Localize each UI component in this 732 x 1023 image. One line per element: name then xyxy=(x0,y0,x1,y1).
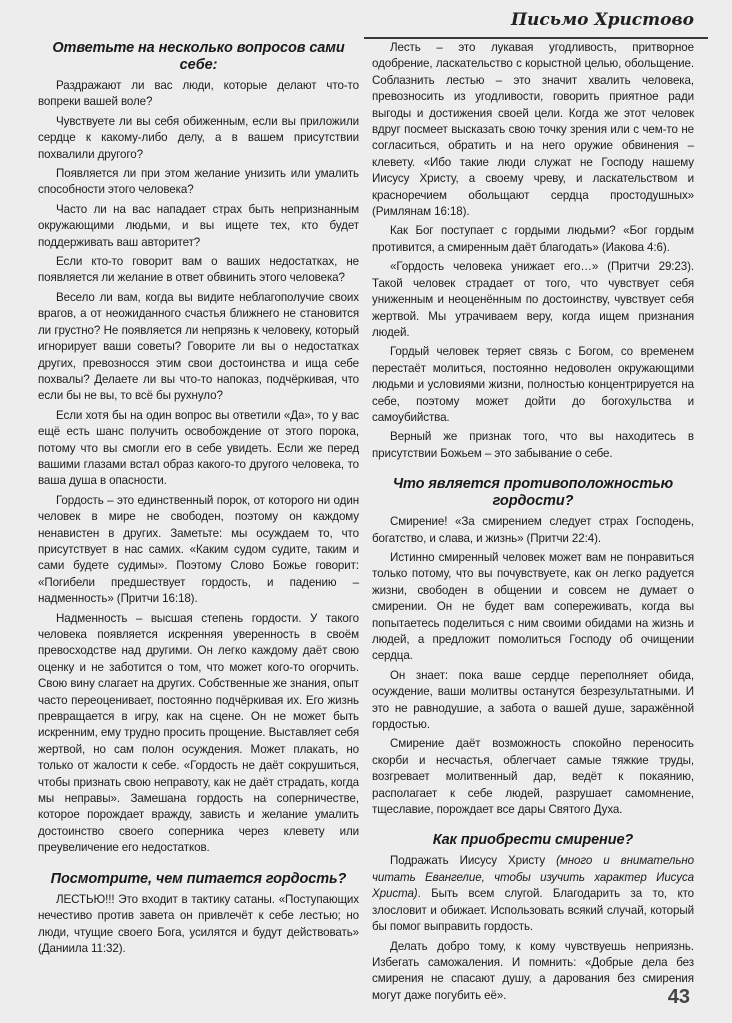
paragraph: Весело ли вам, когда вы видите неблагополучие своих врагов, а от неожиданного счастья ближнего не становится ли грустно? Не появляется ли непрязнь к человеку, который игнорирует ваши советы? Говорите ли вы о недостатках других, превозносся этим свои достоинства и ища себе похвалы? Делаете ли вы что-то напоказ, подчёркивая, что если бы не вы, то всё бы рухнуло? xyxy=(38,290,359,403)
paragraph: Гордость – это единственный порок, от которого ни один человек в мире не свободен, поэтому он каждому ненавистен в других. Заметьте: мы осуждаем то, что присутствует в нас самих. «Каким судом судите, таким и сами будете судимы». Поэтому Слово Божье говорит: «Погибели предшествует гордость, и падению – надменность» (Притчи 16:18). xyxy=(38,493,359,606)
text-run: Подражать Иисусу Христу xyxy=(390,854,557,868)
paragraph: Раздражают ли вас люди, которые делают что-то вопреки вашей воле? xyxy=(38,79,359,109)
paragraph: Делать добро тому, к кому чувствуешь неприязнь. Избегать саможаления. И помнить: «Добрые дела без смирения не спасают душу, а дарования без смирения могут даже погубить её». xyxy=(372,939,694,1002)
paragraph: Лесть – это лукавая угодливость, притворное одобрение, ласкательство с корыстной целью, обольщение. Соблазнить лестью – это значит хвалить человека, превозносить из угодливости, говорить приятное ради выгоды и достижения своей цели. Когда же этот человек вдруг посмеет высказать свою точку зрения или с чем-то не согласиться, обратить и на него оружие обвинения – клевету. «Ибо такие люди служат не Господу нашему Иисусу Христу, а своему чреву, и ласкательством и красноречием обольщают сердца простодушных» (Римлянам 16:18). xyxy=(372,41,694,219)
paragraph: ЛЕСТЬЮ!!! Это входит в тактику сатаны. «Поступающих нечестиво против завета он привлечёт к себе лестью; но люди, чтущие своего Бога, усилятся и будут действовать» (Даниила 11:32). xyxy=(38,892,359,955)
paragraph: Смирение! «За смирением следует страх Господень, богатство, и слава, и жизнь» (Притчи 22:4). xyxy=(372,515,694,545)
right-column xyxy=(372,40,694,1007)
paragraph: Он знает: пока ваше сердце переполняет обида, осуждение, ваши молитвы останутся безрезультатными. И это не равнодушие, а забота о вашей душе, заражённой гордостью. xyxy=(372,668,694,732)
paragraph: Истинно смиренный человек может вам не понравиться только потому, что вы почувствуете, как он легко радуется жизни, свободен в общении и совсем не думает о смирении. Он не будет вам сопереживать, когда вы попытаетесь поделиться с ним своими обидами на жизнь и людей, а предложит помолиться Господу об очищении сердца. xyxy=(372,550,694,663)
running-header: Письмо Христово xyxy=(510,10,694,30)
italic-text-run: (много и внимательно читать Евангелие, чтобы изучить характер Иисуса Христа) xyxy=(372,854,694,901)
paragraph: Как Бог поступает с гордыми людьми? «Бог гордым противится, а смиренным даёт благодать» (Иакова 4:6). xyxy=(372,224,694,254)
heading-opposite-of-pride: Что является противоположностью гордости? xyxy=(392,476,674,510)
paragraph xyxy=(372,853,694,935)
heading-acquire-humility: Как приобрести смирение? xyxy=(432,832,634,849)
heading-questions: Ответьте на несколько вопросов сами себе: xyxy=(52,40,345,73)
text-run: . Быть всем слугой. Благодарить за то, кто злословит и обижает. Использовать всякий случай, который бы помог выправить гордость. xyxy=(372,887,694,934)
paragraph: Верный же признак того, что вы находитесь в присутствии Божьем – это забывание о себе. xyxy=(372,430,694,460)
header-rule xyxy=(364,37,708,39)
page-number: 43 xyxy=(667,986,690,1008)
paragraph: Надменность – высшая степень гордости. У такого человека появляется искренняя уверенность в своём превосходстве над другими. Он легко каждому даёт свою оценку и не заботится о том, что может кого-то огорчить. Свою вину слагает на других. Собственные же знания, опыт часто переоценивает, постоянно подчёркивая их. Его жизнь превращается в игру, как на сцене. Он не может быть искренним, ему трудно просить прощение. Выставляет себя жертвой, но сам полон осуждения. Может плакать, но только от жалости к себе. «Гордость не даёт сокрушиться, чтобы признать свою неправоту, как не даёт страдать, когда мы неправы». Замешана гордость на соперничестве, которое порождает вражду, зависть и желание умалить достоинство своего соперника через клевету или преувеличение его недостатков. xyxy=(38,611,359,855)
paragraph: Появляется ли при этом желание унизить или умалить способности этого человека? xyxy=(38,167,359,197)
left-column xyxy=(38,40,359,960)
paragraph: Гордый человек теряет связь с Богом, со временем перестаёт молиться, постоянно недоволен окружающими людьми и условиями жизни, полностью концентрируется на себе, поэтому может дойти до богохульства и самоубийства. xyxy=(372,345,694,424)
paragraph: Чувствуете ли вы себя обиженным, если вы приложили сердце к какому-либо делу, а в вашем присутствии похвалили другого? xyxy=(38,114,359,161)
paragraph: Часто ли на вас нападает страх быть непризнанным окружающими людьми, и вы ищете тех, кто будет поддерживать ваш авторитет? xyxy=(38,202,359,249)
paragraph: Если кто-то говорит вам о ваших недостатках, не появляется ли желание в ответ обвинить этого человека? xyxy=(38,255,359,285)
paragraph: «Гордость человека унижает его…» (Притчи 29:23). Такой человек страдает от того, что чувствует себя униженным и неоценённым по достоинству, чувствует себя жертвой. Мы утрачиваем веру, когда ищем признания людей. xyxy=(372,260,694,339)
heading-pride-food: Посмотрите, чем питается гордость? xyxy=(50,870,347,887)
paragraph: Смирение даёт возможность спокойно переносить скорби и несчастья, облегчает самые тяжкие труды, возгревает молитвенный дар, ведёт к покаянию, располагает к себе людей, разрушает самомнение, тщеславие, порождает все дары Святого Духа. xyxy=(372,737,694,817)
paragraph: Если хотя бы на один вопрос вы ответили «Да», то у вас ещё есть шанс получить освобождение от этого порока, потому что вы смогли его в себе увидеть. Если же перед вашими глазами встал образ какого-то другого человека, то ваша душа в опасности. xyxy=(38,408,359,488)
